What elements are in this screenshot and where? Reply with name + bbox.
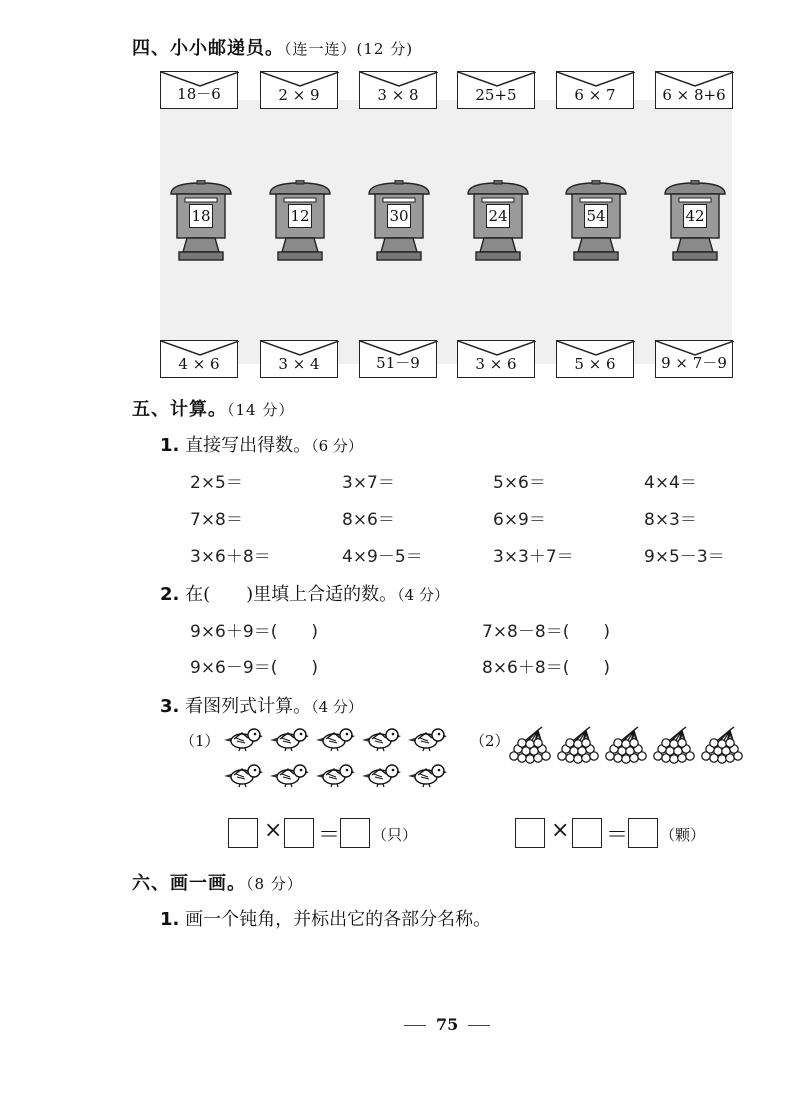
q1-text: 直接写出得数。 bbox=[185, 435, 312, 456]
answer-box[interactable] bbox=[228, 818, 258, 848]
q1-number: 1. bbox=[160, 435, 180, 456]
berry-cluster-icon bbox=[700, 726, 746, 766]
mailbox bbox=[266, 180, 334, 262]
envelope-expression: 6 × 7 bbox=[574, 86, 616, 104]
bird-icon bbox=[222, 726, 264, 752]
q1-problem: 8×6＝ bbox=[342, 510, 395, 530]
q2-text: 在( )里填上合适的数。 bbox=[185, 584, 398, 605]
mailbox bbox=[661, 180, 729, 262]
q2-item: 9×6－9＝( ) bbox=[190, 658, 318, 678]
section-4-title bbox=[132, 34, 413, 60]
footer-dash-left bbox=[404, 1025, 426, 1026]
answer-box[interactable] bbox=[284, 818, 314, 848]
q1-heading bbox=[160, 431, 363, 457]
equals-sign: ＝ bbox=[606, 823, 629, 848]
mailbox-number: 12 bbox=[288, 204, 312, 228]
q1-problem: 3×7＝ bbox=[342, 473, 395, 493]
mailbox-number: 24 bbox=[486, 204, 510, 228]
bird-icon bbox=[314, 726, 356, 752]
s6-q1-number: 1. bbox=[160, 909, 180, 930]
q2-item: 9×6＋9＝( ) bbox=[190, 622, 318, 642]
unit-label: （只） bbox=[372, 826, 418, 844]
times-sign: × bbox=[551, 818, 570, 843]
q1-problem: 4×4＝ bbox=[644, 473, 697, 493]
footer-dash-right bbox=[468, 1025, 490, 1026]
mailbox-number: 54 bbox=[584, 204, 608, 228]
q3-points: （4 分） bbox=[311, 698, 363, 716]
page-number: 75 bbox=[436, 1015, 459, 1034]
envelope[interactable] bbox=[457, 71, 535, 109]
envelope[interactable] bbox=[556, 340, 634, 378]
mailbox bbox=[464, 180, 532, 262]
q2-points: （4 分） bbox=[397, 586, 449, 604]
q1-problem: 4×9－5＝ bbox=[342, 547, 423, 567]
bird-icon bbox=[268, 726, 310, 752]
envelope[interactable] bbox=[160, 340, 238, 378]
q1-problem: 9×5－3＝ bbox=[644, 547, 725, 567]
mailbox bbox=[167, 180, 235, 262]
q1-problem: 6×9＝ bbox=[493, 510, 546, 530]
berry-cluster-icon bbox=[652, 726, 698, 766]
envelope-expression: 51－9 bbox=[376, 354, 420, 372]
answer-box[interactable] bbox=[515, 818, 545, 848]
q1-problem: 3×6＋8＝ bbox=[190, 547, 271, 567]
mailbox-number: 42 bbox=[683, 204, 707, 228]
section-5-title bbox=[132, 395, 294, 421]
mailbox bbox=[365, 180, 433, 262]
answer-box[interactable] bbox=[340, 818, 370, 848]
mailbox-number: 18 bbox=[189, 204, 213, 228]
envelope-expression: 3 × 4 bbox=[278, 355, 320, 373]
mailbox bbox=[562, 180, 630, 262]
envelope[interactable] bbox=[556, 71, 634, 109]
envelope-expression: 6 × 8+6 bbox=[662, 86, 726, 104]
section-4-points: （连一连）(12 分) bbox=[284, 40, 414, 58]
s6-q1-text: 画一个钝角，并标出它的各部分名称。 bbox=[185, 909, 492, 930]
bird-icon bbox=[314, 762, 356, 788]
q1-problem: 3×3＋7＝ bbox=[493, 547, 574, 567]
bird-icon bbox=[222, 762, 264, 788]
q3-heading bbox=[160, 692, 363, 718]
q1-problem: 7×8＝ bbox=[190, 510, 243, 530]
q1-problem: 8×3＝ bbox=[644, 510, 697, 530]
q2-heading bbox=[160, 580, 449, 606]
envelope[interactable] bbox=[359, 71, 437, 109]
envelope[interactable] bbox=[655, 340, 733, 378]
bird-icon bbox=[268, 762, 310, 788]
envelope-expression: 3 × 6 bbox=[475, 355, 517, 373]
berry-cluster-icon bbox=[556, 726, 602, 766]
envelope-expression: 4 × 6 bbox=[178, 355, 220, 373]
q1-problem: 2×5＝ bbox=[190, 473, 243, 493]
envelope[interactable] bbox=[655, 71, 733, 109]
envelope[interactable] bbox=[160, 71, 238, 109]
envelope-expression: 5 × 6 bbox=[574, 355, 616, 373]
s6-q1-heading bbox=[160, 905, 491, 931]
bird-icon bbox=[360, 726, 402, 752]
envelope[interactable] bbox=[260, 340, 338, 378]
envelope-expression: 9 × 7－9 bbox=[661, 354, 727, 372]
envelope-expression: 3 × 8 bbox=[377, 86, 419, 104]
q2-item: 8×6＋8＝( ) bbox=[482, 658, 610, 678]
section-4-title-text: 四、小小邮递员。 bbox=[132, 38, 284, 59]
answer-box[interactable] bbox=[572, 818, 602, 848]
q3-text: 看图列式计算。 bbox=[185, 696, 312, 717]
section-5-title-text: 五、计算。 bbox=[132, 399, 227, 420]
unit-label: （颗） bbox=[660, 826, 706, 844]
section-5-points: （14 分） bbox=[227, 401, 295, 419]
section-6-title-text: 六、画一画。 bbox=[132, 873, 246, 894]
envelope-expression: 2 × 9 bbox=[278, 86, 320, 104]
section-6-points: （8 分） bbox=[246, 875, 303, 893]
equals-sign: ＝ bbox=[318, 823, 341, 848]
mailbox-number: 30 bbox=[387, 204, 411, 228]
q1-problem: 5×6＝ bbox=[493, 473, 546, 493]
times-sign: × bbox=[264, 818, 283, 843]
berry-cluster-icon bbox=[604, 726, 650, 766]
q3-part2-label: （2） bbox=[470, 732, 510, 750]
envelope[interactable] bbox=[457, 340, 535, 378]
envelope-expression: 25+5 bbox=[475, 86, 517, 104]
q3-part1-label: （1） bbox=[180, 732, 220, 750]
envelope-expression: 18－6 bbox=[177, 85, 221, 103]
section-6-title bbox=[132, 869, 303, 895]
bird-icon bbox=[360, 762, 402, 788]
envelope[interactable] bbox=[260, 71, 338, 109]
q2-number: 2. bbox=[160, 584, 180, 605]
q2-item: 7×8－8＝( ) bbox=[482, 622, 610, 642]
bird-icon bbox=[406, 762, 448, 788]
q1-points: （6 分） bbox=[311, 437, 363, 455]
berry-cluster-icon bbox=[508, 726, 554, 766]
envelope[interactable] bbox=[359, 340, 437, 378]
answer-box[interactable] bbox=[628, 818, 658, 848]
bird-icon bbox=[406, 726, 448, 752]
q3-number: 3. bbox=[160, 696, 180, 717]
mail-panel-background bbox=[160, 100, 732, 364]
